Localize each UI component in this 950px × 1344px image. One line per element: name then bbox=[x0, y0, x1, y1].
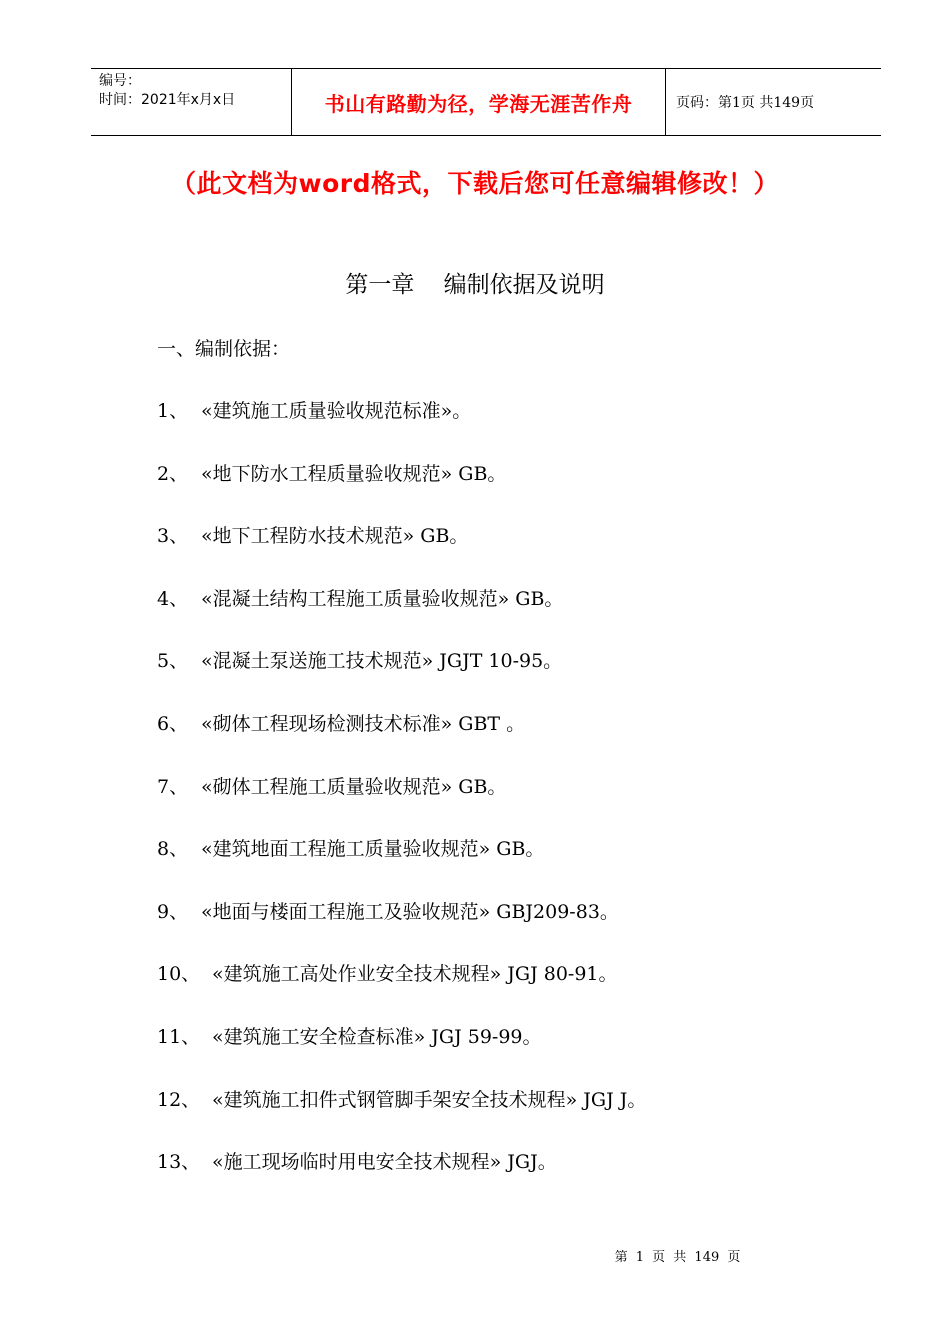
list-item bbox=[157, 709, 646, 772]
list-item bbox=[157, 646, 646, 709]
list-item bbox=[157, 459, 646, 522]
header-motto: 书山有路勤为径，学海无涯苦作舟 bbox=[292, 69, 666, 135]
list-item bbox=[157, 897, 646, 960]
list-item bbox=[157, 1022, 646, 1085]
list-item bbox=[157, 521, 646, 584]
list-item-number: 9、 bbox=[157, 900, 189, 923]
list-item-number: 1、 bbox=[157, 400, 189, 422]
list-item bbox=[157, 772, 646, 835]
list-item-number: 2、 bbox=[157, 462, 189, 485]
list-item-text: «建筑施工扣件式钢管脚手架安全技术规程» JGJ J。 bbox=[212, 1088, 647, 1111]
list-item bbox=[157, 959, 646, 1022]
list-item-text: «施工现场临时用电安全技术规程» JGJ。 bbox=[212, 1151, 557, 1174]
header-page-info: 页码：第1页 共149页 bbox=[676, 95, 815, 111]
list-item-number: 8、 bbox=[157, 838, 189, 861]
list-item-number: 5、 bbox=[157, 650, 189, 673]
reference-list bbox=[157, 396, 646, 1210]
list-item-text: «混凝土泵送施工技术规范» JGJT 10-95。 bbox=[201, 650, 563, 673]
list-item-number: 11、 bbox=[157, 1025, 201, 1048]
header-number-label: 编号： bbox=[99, 73, 141, 89]
list-item-number: 10、 bbox=[157, 963, 201, 986]
list-item bbox=[157, 396, 646, 459]
list-item-text: «建筑施工安全检查标准» JGJ 59-99。 bbox=[212, 1025, 542, 1048]
list-item-text: «建筑地面工程施工质量验收规范» GB。 bbox=[201, 838, 545, 861]
list-item-number: 4、 bbox=[157, 587, 189, 610]
header-time-label: 时间：2021年x月x日 bbox=[99, 92, 236, 108]
page-header bbox=[91, 68, 881, 136]
list-item bbox=[157, 1085, 646, 1148]
list-item-number: 6、 bbox=[157, 712, 189, 735]
list-item-text: «地下防水工程质量验收规范» GB。 bbox=[201, 462, 507, 485]
list-item-number: 7、 bbox=[157, 775, 189, 798]
list-item-text: «砌体工程施工质量验收规范» GB。 bbox=[201, 775, 507, 798]
format-notice: （此文档为word格式，下载后您可任意编辑修改！） bbox=[171, 169, 779, 198]
list-item-text: «建筑施工质量验收规范标准»。 bbox=[201, 400, 472, 422]
list-item bbox=[157, 584, 646, 647]
list-item-text: «建筑施工高处作业安全技术规程» JGJ 80-91。 bbox=[212, 963, 618, 986]
list-item-text: «砌体工程现场检测技术标准» GBT 。 bbox=[201, 712, 526, 735]
chapter-title: 第一章 编制依据及说明 bbox=[345, 272, 605, 298]
list-item-text: «地下工程防水技术规范» GB。 bbox=[201, 525, 469, 548]
list-item bbox=[157, 834, 646, 897]
header-meta bbox=[91, 69, 292, 135]
page-footer: 第 1 页 共 149 页 bbox=[614, 1250, 741, 1265]
list-item bbox=[157, 1147, 646, 1210]
list-item-text: «地面与楼面工程施工及验收规范» GBJ209-83。 bbox=[201, 900, 619, 923]
list-item-number: 3、 bbox=[157, 525, 189, 548]
list-item-text: «混凝土结构工程施工质量验收规范» GB。 bbox=[201, 587, 564, 610]
list-item-number: 12、 bbox=[157, 1088, 201, 1111]
section-heading: 一、编制依据： bbox=[157, 338, 291, 360]
list-item-number: 13、 bbox=[157, 1151, 201, 1174]
